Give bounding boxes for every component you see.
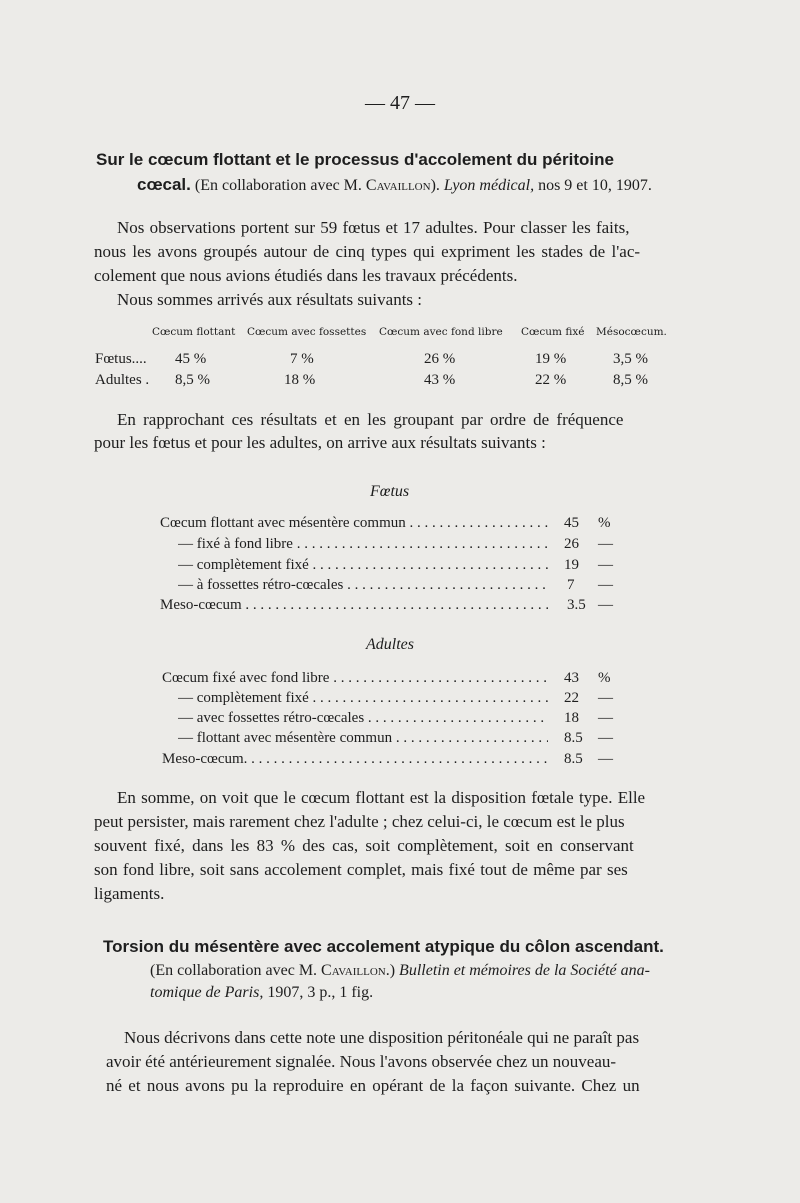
foetus-heading: Fœtus xyxy=(370,483,410,500)
para1-line2: nous les avons groupés autour de cinq types qui expriment les stades de l'ac- xyxy=(94,242,641,261)
list-item-unit: — xyxy=(598,730,613,746)
section1-ref-journal: Lyon médical, xyxy=(443,177,535,194)
list-item-unit: — xyxy=(598,751,613,767)
list-item xyxy=(178,577,548,599)
section1-ref-pre: (En collaboration avec M. xyxy=(194,177,366,194)
list-item xyxy=(160,597,548,619)
section2-ref-pre: (En collaboration avec M. xyxy=(150,962,322,979)
para1-line1: Nos observations portent sur 59 fœtus et 17 adultes. Pour classer les faits, xyxy=(117,218,630,237)
list-item-value: 7 xyxy=(567,577,575,593)
section2-ref-line1 xyxy=(150,962,650,980)
list-item xyxy=(178,536,548,558)
section2-title: Torsion du mésentère avec accolement atypique du côlon ascendant. xyxy=(103,937,664,956)
list-item-unit: % xyxy=(598,515,611,531)
list-item-value: 45 xyxy=(564,515,579,531)
section1-ref-mid: ). xyxy=(430,177,444,194)
table-cell: 22 % xyxy=(535,372,567,388)
list-item-label: Cœcum fixé avec fond libre . . . xyxy=(162,670,548,687)
list-item-value: 18 xyxy=(564,710,579,726)
table-cell: 45 % xyxy=(175,351,207,367)
list-item-value: 3.5 xyxy=(567,597,586,613)
section2-ref-line2 xyxy=(150,984,373,1002)
list-item-unit: — xyxy=(598,536,613,552)
list-item-value: 8.5 xyxy=(564,751,583,767)
table-cell: 43 % xyxy=(424,372,456,388)
table-cell: 8,5 % xyxy=(613,372,648,388)
para2-line2: pour les fœtus et pour les adultes, on arrive aux résultats suivants : xyxy=(94,433,546,452)
list-item-unit: — xyxy=(598,557,613,573)
list-item xyxy=(162,670,548,692)
para1-line4: Nous sommes arrivés aux résultats suivants : xyxy=(117,290,423,309)
para1-line3: colement que nous avions étudiés dans les travaux précédents. xyxy=(94,266,518,285)
para3-line4: son fond libre, soit sans accolement complet, mais fixé tout de même par ses xyxy=(94,860,628,879)
table-row-label: Adultes . xyxy=(95,372,150,388)
para3-line5: ligaments. xyxy=(94,884,165,903)
table-cell: 26 % xyxy=(424,351,456,367)
section2-ref-journal1: Bulletin et mémoires de la Société ana- xyxy=(399,962,650,979)
table-cell: 3,5 % xyxy=(613,351,648,367)
para3-line1: En somme, on voit que le cœcum flottant est la disposition fœtale type. Elle xyxy=(117,788,646,807)
list-item-label: — complètement fixé . . . xyxy=(178,690,548,707)
section2-para-line1: Nous décrivons dans cette note une disposition péritonéale qui ne paraît pas xyxy=(124,1028,640,1047)
list-item-label: — fixé à fond libre . . . xyxy=(178,536,548,553)
list-item-label: Meso-cœcum . . . xyxy=(160,597,548,614)
section1-ref-post: nos 9 et 10, 1907. xyxy=(534,177,652,194)
table-cell: 19 % xyxy=(535,351,567,367)
list-item-value: 22 xyxy=(564,690,579,706)
section2-para-line3: né et nous avons pu la reproduire en opérant de la façon suivante. Chez un xyxy=(106,1076,640,1095)
section2-para-line2: avoir été antérieurement signalée. Nous l'avons observée chez un nouveau- xyxy=(106,1052,617,1071)
table-cell: 7 % xyxy=(290,351,314,367)
table-row-label: Fœtus.... xyxy=(95,351,147,367)
list-item xyxy=(178,730,548,752)
list-item xyxy=(160,515,548,537)
section2-ref-mid: .) xyxy=(385,962,400,979)
section2-ref-post: 1907, 3 p., 1 fig. xyxy=(263,984,374,1001)
adultes-heading: Adultes xyxy=(366,636,414,653)
table-header-5: Mésocœcum. xyxy=(596,326,667,338)
list-item-value: 19 xyxy=(564,557,579,573)
para3-line2: peut persister, mais rarement chez l'adulte ; chez celui-ci, le cœcum est le plus xyxy=(94,812,625,831)
list-item-value: 8.5 xyxy=(564,730,583,746)
list-item-unit: — xyxy=(598,690,613,706)
list-item xyxy=(178,557,548,579)
page-number: — 47 — xyxy=(365,92,435,114)
list-item xyxy=(162,751,548,773)
para3-line3: souvent fixé, dans les 83 % des cas, soit complètement, soit en conservant xyxy=(94,836,634,855)
list-item xyxy=(178,710,548,732)
list-item-label: — à fossettes rétro-cœcales . . . xyxy=(178,577,548,594)
section1-title-line1: Sur le cœcum flottant et le processus d'accolement du péritoine xyxy=(96,150,614,169)
table-header-1: Cœcum flottant xyxy=(152,326,236,338)
list-item xyxy=(178,690,548,712)
list-item-unit: % xyxy=(598,670,611,686)
list-item-unit: — xyxy=(598,710,613,726)
list-item-label: — complètement fixé . . . xyxy=(178,557,548,574)
table-cell: 18 % xyxy=(284,372,316,388)
list-item-value: 26 xyxy=(564,536,579,552)
table-cell: 8,5 % xyxy=(175,372,210,388)
section1-ref-author: Cavaillon xyxy=(365,177,431,194)
list-item-label: Cœcum flottant avec mésentère commun . . . xyxy=(160,515,548,532)
list-item-label: Meso-cœcum. . . . xyxy=(162,751,548,768)
table-header-3: Cœcum avec fond libre xyxy=(379,326,503,338)
list-item-unit: — xyxy=(598,577,613,593)
section2-ref-author: Cavaillon xyxy=(321,962,386,979)
list-item-unit: — xyxy=(598,597,613,613)
list-item-label: — avec fossettes rétro-cœcales . . . xyxy=(178,710,548,727)
section1-title-line2-block xyxy=(137,175,652,195)
section1-title-line2: cœcal. xyxy=(137,175,191,194)
table-header-4: Cœcum fixé xyxy=(521,326,585,338)
section2-ref-journal2: tomique de Paris, xyxy=(150,984,264,1001)
para2-line1: En rapprochant ces résultats et en les groupant par ordre de fréquence xyxy=(117,410,624,429)
list-item-label: — flottant avec mésentère commun . . . xyxy=(178,730,548,747)
list-item-value: 43 xyxy=(564,670,579,686)
table-header-2: Cœcum avec fossettes xyxy=(247,326,367,338)
